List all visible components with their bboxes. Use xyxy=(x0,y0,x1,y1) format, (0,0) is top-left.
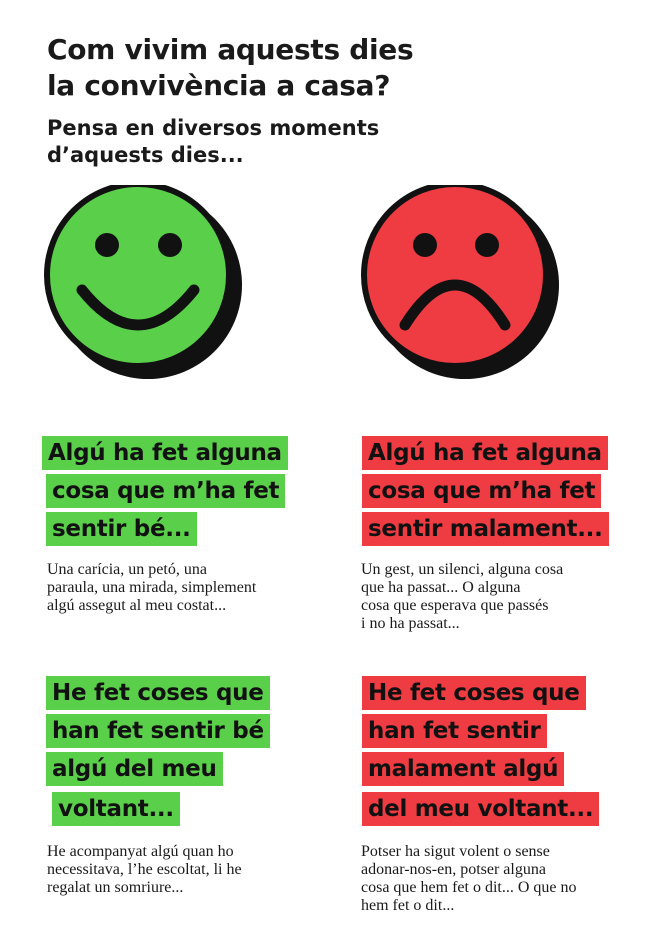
highlight-line: sentir bé... xyxy=(46,512,197,546)
highlight-line: cosa que m’ha fet xyxy=(46,474,285,508)
highlight-line: algú del meu xyxy=(46,752,223,786)
section-description: He acompanyat algú quan ho necessitava, l’he escoltat, li he regalat un somriure... xyxy=(47,843,242,896)
highlight-line: han fet sentir xyxy=(362,714,547,748)
highlight-line: cosa que m’ha fet xyxy=(362,474,601,508)
title-line: Com vivim aquests dies xyxy=(47,33,414,66)
highlight-line: malament algú xyxy=(362,752,564,786)
happy-face-icon xyxy=(40,185,255,385)
highlight-line: del meu voltant... xyxy=(362,792,599,826)
highlight-line: sentir malament... xyxy=(362,512,609,546)
highlight-line: Algú ha fet alguna xyxy=(362,436,608,470)
section-description: Una carícia, un petó, una paraula, una mirada, simplement algú assegut al meu costat... xyxy=(47,561,257,614)
highlight-line: He fet coses que xyxy=(362,676,586,710)
subtitle-line: Pensa en diversos moments xyxy=(47,116,380,140)
sad-face-icon xyxy=(353,185,568,385)
page-subtitle xyxy=(47,115,379,169)
highlight-line: Algú ha fet alguna xyxy=(42,436,288,470)
highlight-line: He fet coses que xyxy=(46,676,270,710)
highlight-line: voltant... xyxy=(52,792,180,826)
page-title xyxy=(47,32,413,104)
highlight-line: han fet sentir bé xyxy=(46,714,270,748)
title-line: la convivència a casa? xyxy=(47,69,391,102)
section-description: Potser ha sigut volent o sense adonar-nos-en, potser alguna cosa que hem fet o dit... O que no hem fet o dit... xyxy=(361,843,577,914)
section-description: Un gest, un silenci, alguna cosa que ha passat... O alguna cosa que esperava que passés i no ha passat... xyxy=(361,561,564,632)
subtitle-line: d’aquests dies... xyxy=(47,143,244,167)
